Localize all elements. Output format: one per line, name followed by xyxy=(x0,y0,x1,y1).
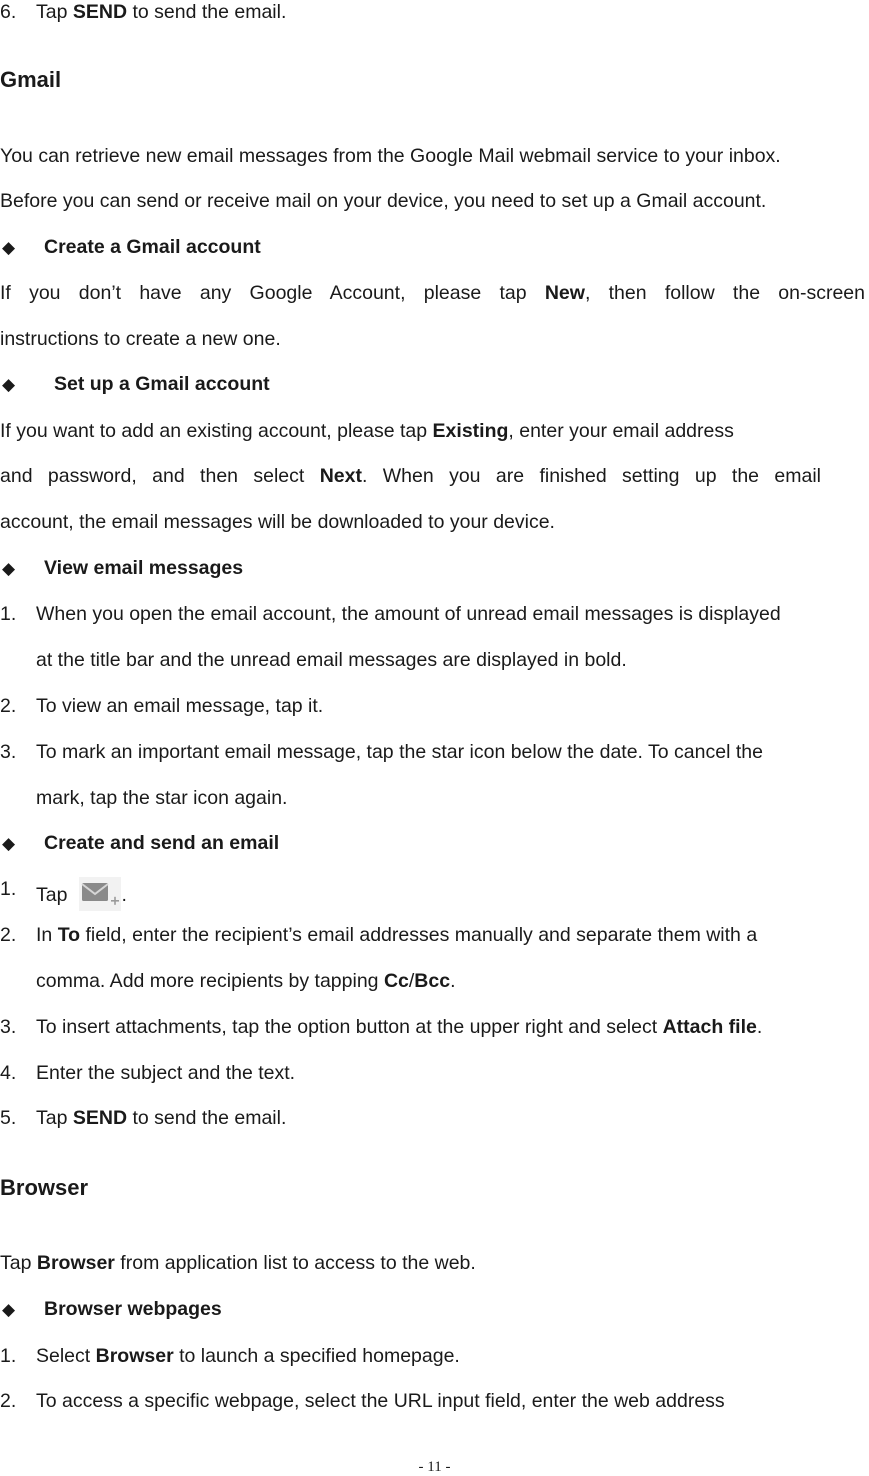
gmail-intro-line-2: Before you can send or receive mail on your device, you need to set up a Gmail account. xyxy=(0,190,767,212)
gmail-intro-line-1: You can retrieve new email messages from the Google Mail webmail service to your inbox. xyxy=(0,145,781,167)
step-text: Select xyxy=(36,1345,96,1367)
body-text: , enter your email address xyxy=(508,420,734,442)
to-label: To xyxy=(57,924,81,946)
subheading-text: Set up a Gmail account xyxy=(54,373,270,395)
step-text: To mark an important email message, tap the star icon below the date. To cancel the xyxy=(36,741,763,763)
send-label: SEND xyxy=(72,1,128,23)
existing-label: Existing xyxy=(432,420,509,442)
step-number: 2. xyxy=(0,924,17,946)
step-text: . xyxy=(450,970,456,992)
step-number: 3. xyxy=(0,741,17,763)
send-step-2-cont xyxy=(36,969,869,993)
step-text: comma. Add more recipients by tapping xyxy=(36,970,384,992)
create-account-line-2: instructions to create a new one. xyxy=(0,328,281,350)
next-label: Next xyxy=(319,465,362,487)
create-account-line-1 xyxy=(0,281,865,305)
cc-label: Cc xyxy=(383,970,409,992)
page-number: - 11 - xyxy=(418,1459,451,1475)
step-text: . xyxy=(121,884,127,906)
step-text: to launch a specified homepage. xyxy=(173,1345,460,1367)
diamond-bullet-icon: ◆ xyxy=(2,559,16,578)
diamond-bullet-icon: ◆ xyxy=(2,1300,16,1319)
body-text: . When you are finished setting up the email xyxy=(361,465,821,487)
step-number: 1. xyxy=(0,603,17,625)
step-text: to send the email. xyxy=(127,1,287,23)
step-number: 4. xyxy=(0,1062,17,1084)
step-text: To access a specific webpage, select the URL input field, enter the web address xyxy=(36,1390,725,1412)
body-text: If you want to add an existing account, please tap xyxy=(0,420,433,442)
body-text: and password, and then select xyxy=(0,465,320,487)
section-title-browser: Browser xyxy=(0,1175,89,1200)
compose-mail-icon xyxy=(79,877,121,911)
setup-account-line-2 xyxy=(0,464,821,488)
step-text: Tap xyxy=(36,1,73,23)
diamond-bullet-icon: ◆ xyxy=(2,375,16,394)
body-text: If you don’t have any Google Account, please tap xyxy=(0,282,545,304)
subheading-text: View email messages xyxy=(44,557,244,579)
bcc-label: Bcc xyxy=(414,970,451,992)
step-number: 2. xyxy=(0,695,17,717)
body-text: , then follow the on-screen xyxy=(584,282,865,304)
attach-file-label: Attach file xyxy=(662,1016,757,1038)
step-text: Tap xyxy=(36,1107,73,1129)
step-number: 6. xyxy=(0,1,17,23)
subheading-text: Create a Gmail account xyxy=(44,236,261,258)
step-text: To view an email message, tap it. xyxy=(36,695,324,717)
new-label: New xyxy=(544,282,585,304)
body-text: Tap xyxy=(0,1252,37,1274)
browser-label: Browser xyxy=(95,1345,174,1367)
diamond-bullet-icon: ◆ xyxy=(2,238,16,257)
separator: / xyxy=(408,970,415,992)
step-text: Tap xyxy=(36,884,68,906)
setup-account-line-3: account, the email messages will be downloaded to your device. xyxy=(0,511,555,533)
step-number: 3. xyxy=(0,1016,17,1038)
diamond-bullet-icon: ◆ xyxy=(2,834,16,853)
step-number: 2. xyxy=(0,1390,17,1412)
step-text: When you open the email account, the amount of unread email messages is displayed xyxy=(36,603,781,625)
step-text: field, enter the recipient’s email addresses manually and separate them with a xyxy=(80,924,758,946)
browser-label: Browser xyxy=(36,1252,115,1274)
view-step-1-cont: at the title bar and the unread email messages are displayed in bold. xyxy=(36,649,627,671)
subheading-text: Create and send an email xyxy=(44,832,280,854)
step-number: 1. xyxy=(0,1345,17,1367)
step-number: 1. xyxy=(0,878,17,900)
step-text: . xyxy=(756,1016,763,1038)
section-title-gmail: Gmail xyxy=(0,67,62,92)
step-text: to send the email. xyxy=(127,1107,287,1129)
step-number: 5. xyxy=(0,1107,17,1129)
browser-intro xyxy=(0,1251,869,1275)
step-text: To insert attachments, tap the option button at the upper right and select xyxy=(36,1016,663,1038)
subheading-text: Browser webpages xyxy=(44,1298,222,1320)
step-text: In xyxy=(36,924,58,946)
step-text: Enter the subject and the text. xyxy=(36,1062,296,1084)
send-label: SEND xyxy=(72,1107,128,1129)
setup-account-line-1 xyxy=(0,419,869,443)
view-step-3-cont: mark, tap the star icon again. xyxy=(36,787,288,809)
body-text: from application list to access to the web. xyxy=(114,1252,476,1274)
